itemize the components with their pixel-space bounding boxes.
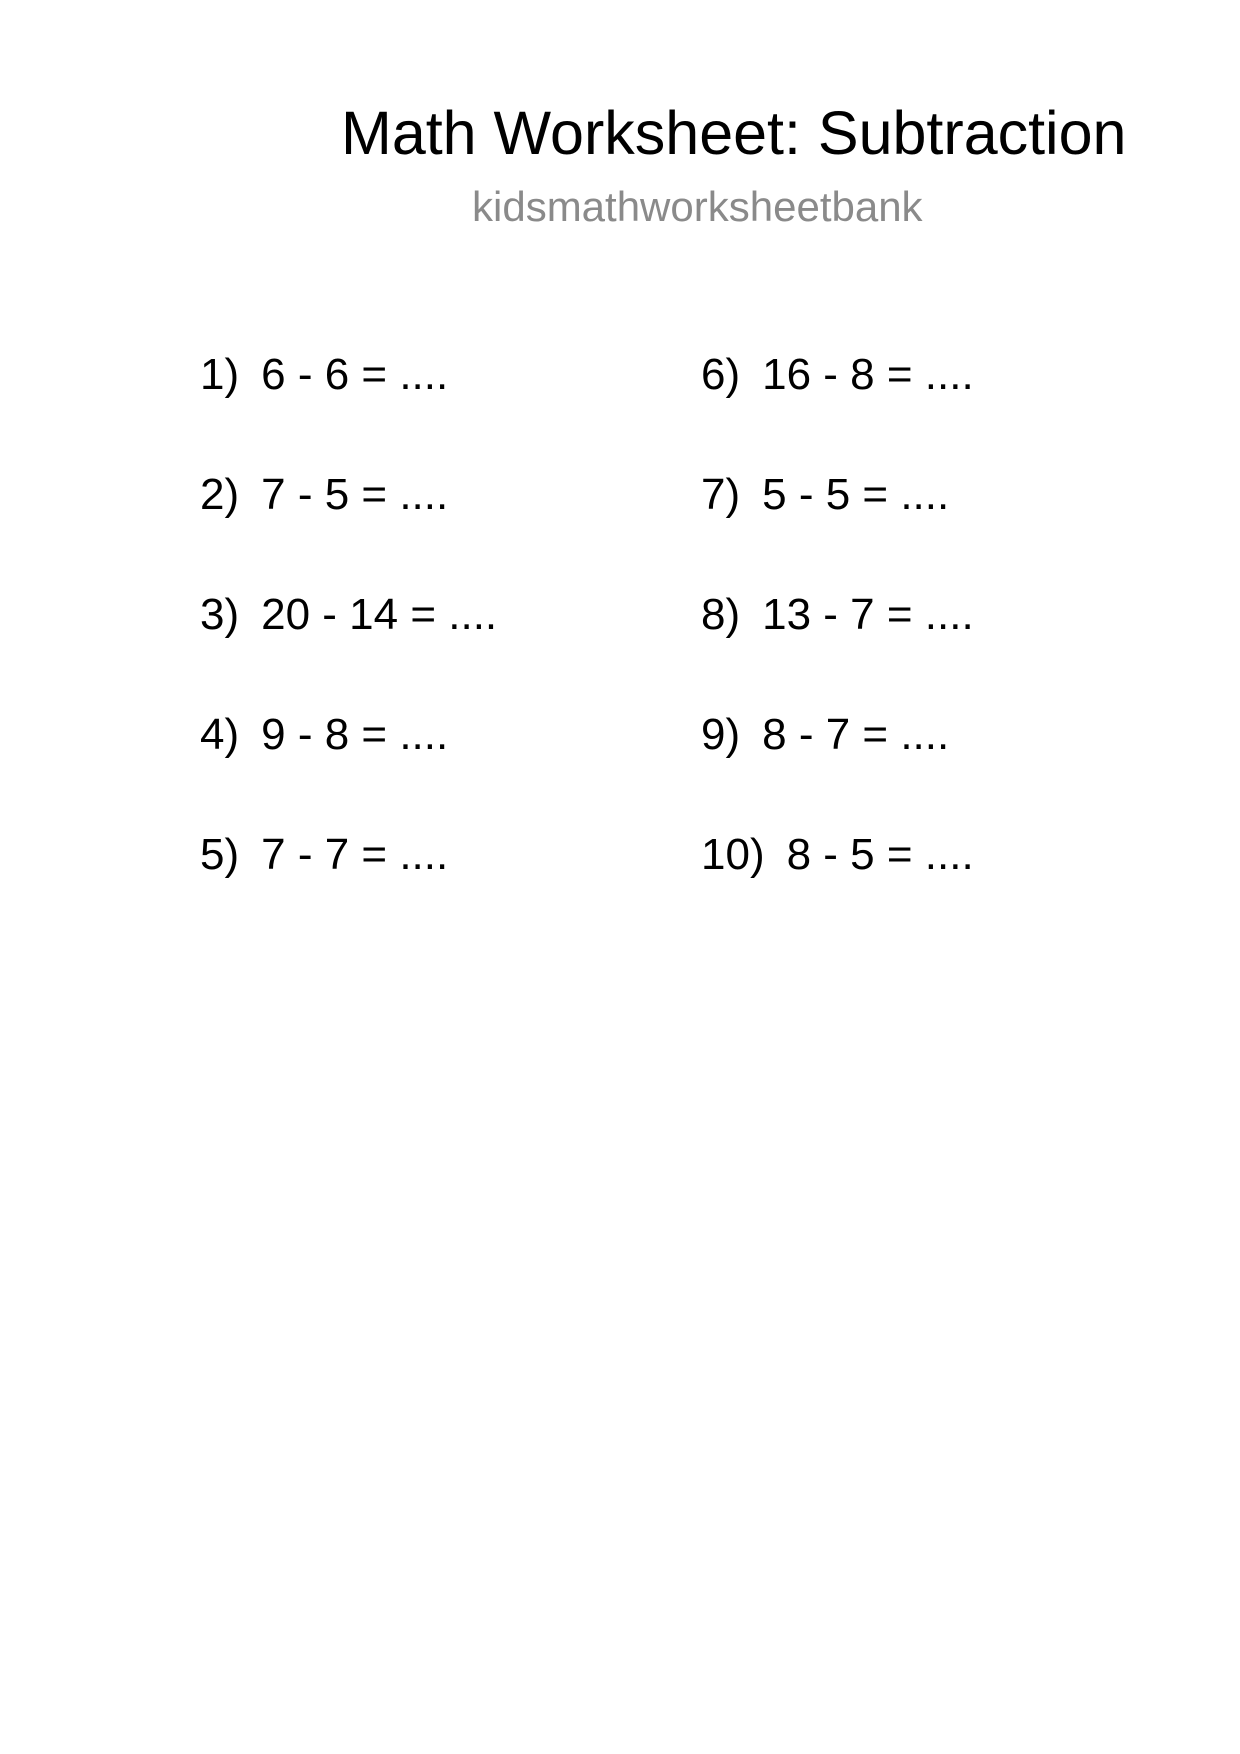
problem-expression: 6 - 6 = .... xyxy=(261,350,449,399)
problem-item xyxy=(200,348,660,468)
problem-expression: 8 - 5 = .... xyxy=(786,830,974,879)
problem-number: 5) xyxy=(200,830,240,879)
problem-expression: 7 - 5 = .... xyxy=(261,470,449,519)
problem-number: 2) xyxy=(200,470,240,519)
problem-number: 4) xyxy=(200,710,240,759)
problem-expression: 8 - 7 = .... xyxy=(762,710,950,759)
problem-item xyxy=(701,828,1161,948)
problem-expression: 5 - 5 = .... xyxy=(762,470,950,519)
problem-item xyxy=(701,708,1161,828)
problem-expression: 7 - 7 = .... xyxy=(261,830,449,879)
problem-item xyxy=(701,588,1161,708)
problem-number: 6) xyxy=(701,350,741,399)
problem-item xyxy=(200,828,660,948)
problem-number: 10) xyxy=(701,830,765,879)
problem-item xyxy=(200,588,660,708)
problem-number: 3) xyxy=(200,590,240,639)
problem-number: 1) xyxy=(200,350,240,399)
problem-item xyxy=(200,708,660,828)
problem-number: 9) xyxy=(701,710,741,759)
problem-expression: 20 - 14 = .... xyxy=(261,590,498,639)
problem-item xyxy=(200,468,660,588)
problem-item xyxy=(701,348,1161,468)
problem-expression: 9 - 8 = .... xyxy=(261,710,449,759)
page-subtitle: kidsmathworksheetbank xyxy=(472,183,923,230)
page-title-text: Math Worksheet: Subtraction xyxy=(341,99,1127,167)
problem-expression: 13 - 7 = .... xyxy=(762,590,974,639)
problem-item xyxy=(701,468,1161,588)
problems-column-right xyxy=(701,348,1161,948)
problem-number: 8) xyxy=(701,590,741,639)
problems-column-left xyxy=(200,348,660,948)
problem-number: 7) xyxy=(701,470,741,519)
problem-expression: 16 - 8 = .... xyxy=(762,350,974,399)
